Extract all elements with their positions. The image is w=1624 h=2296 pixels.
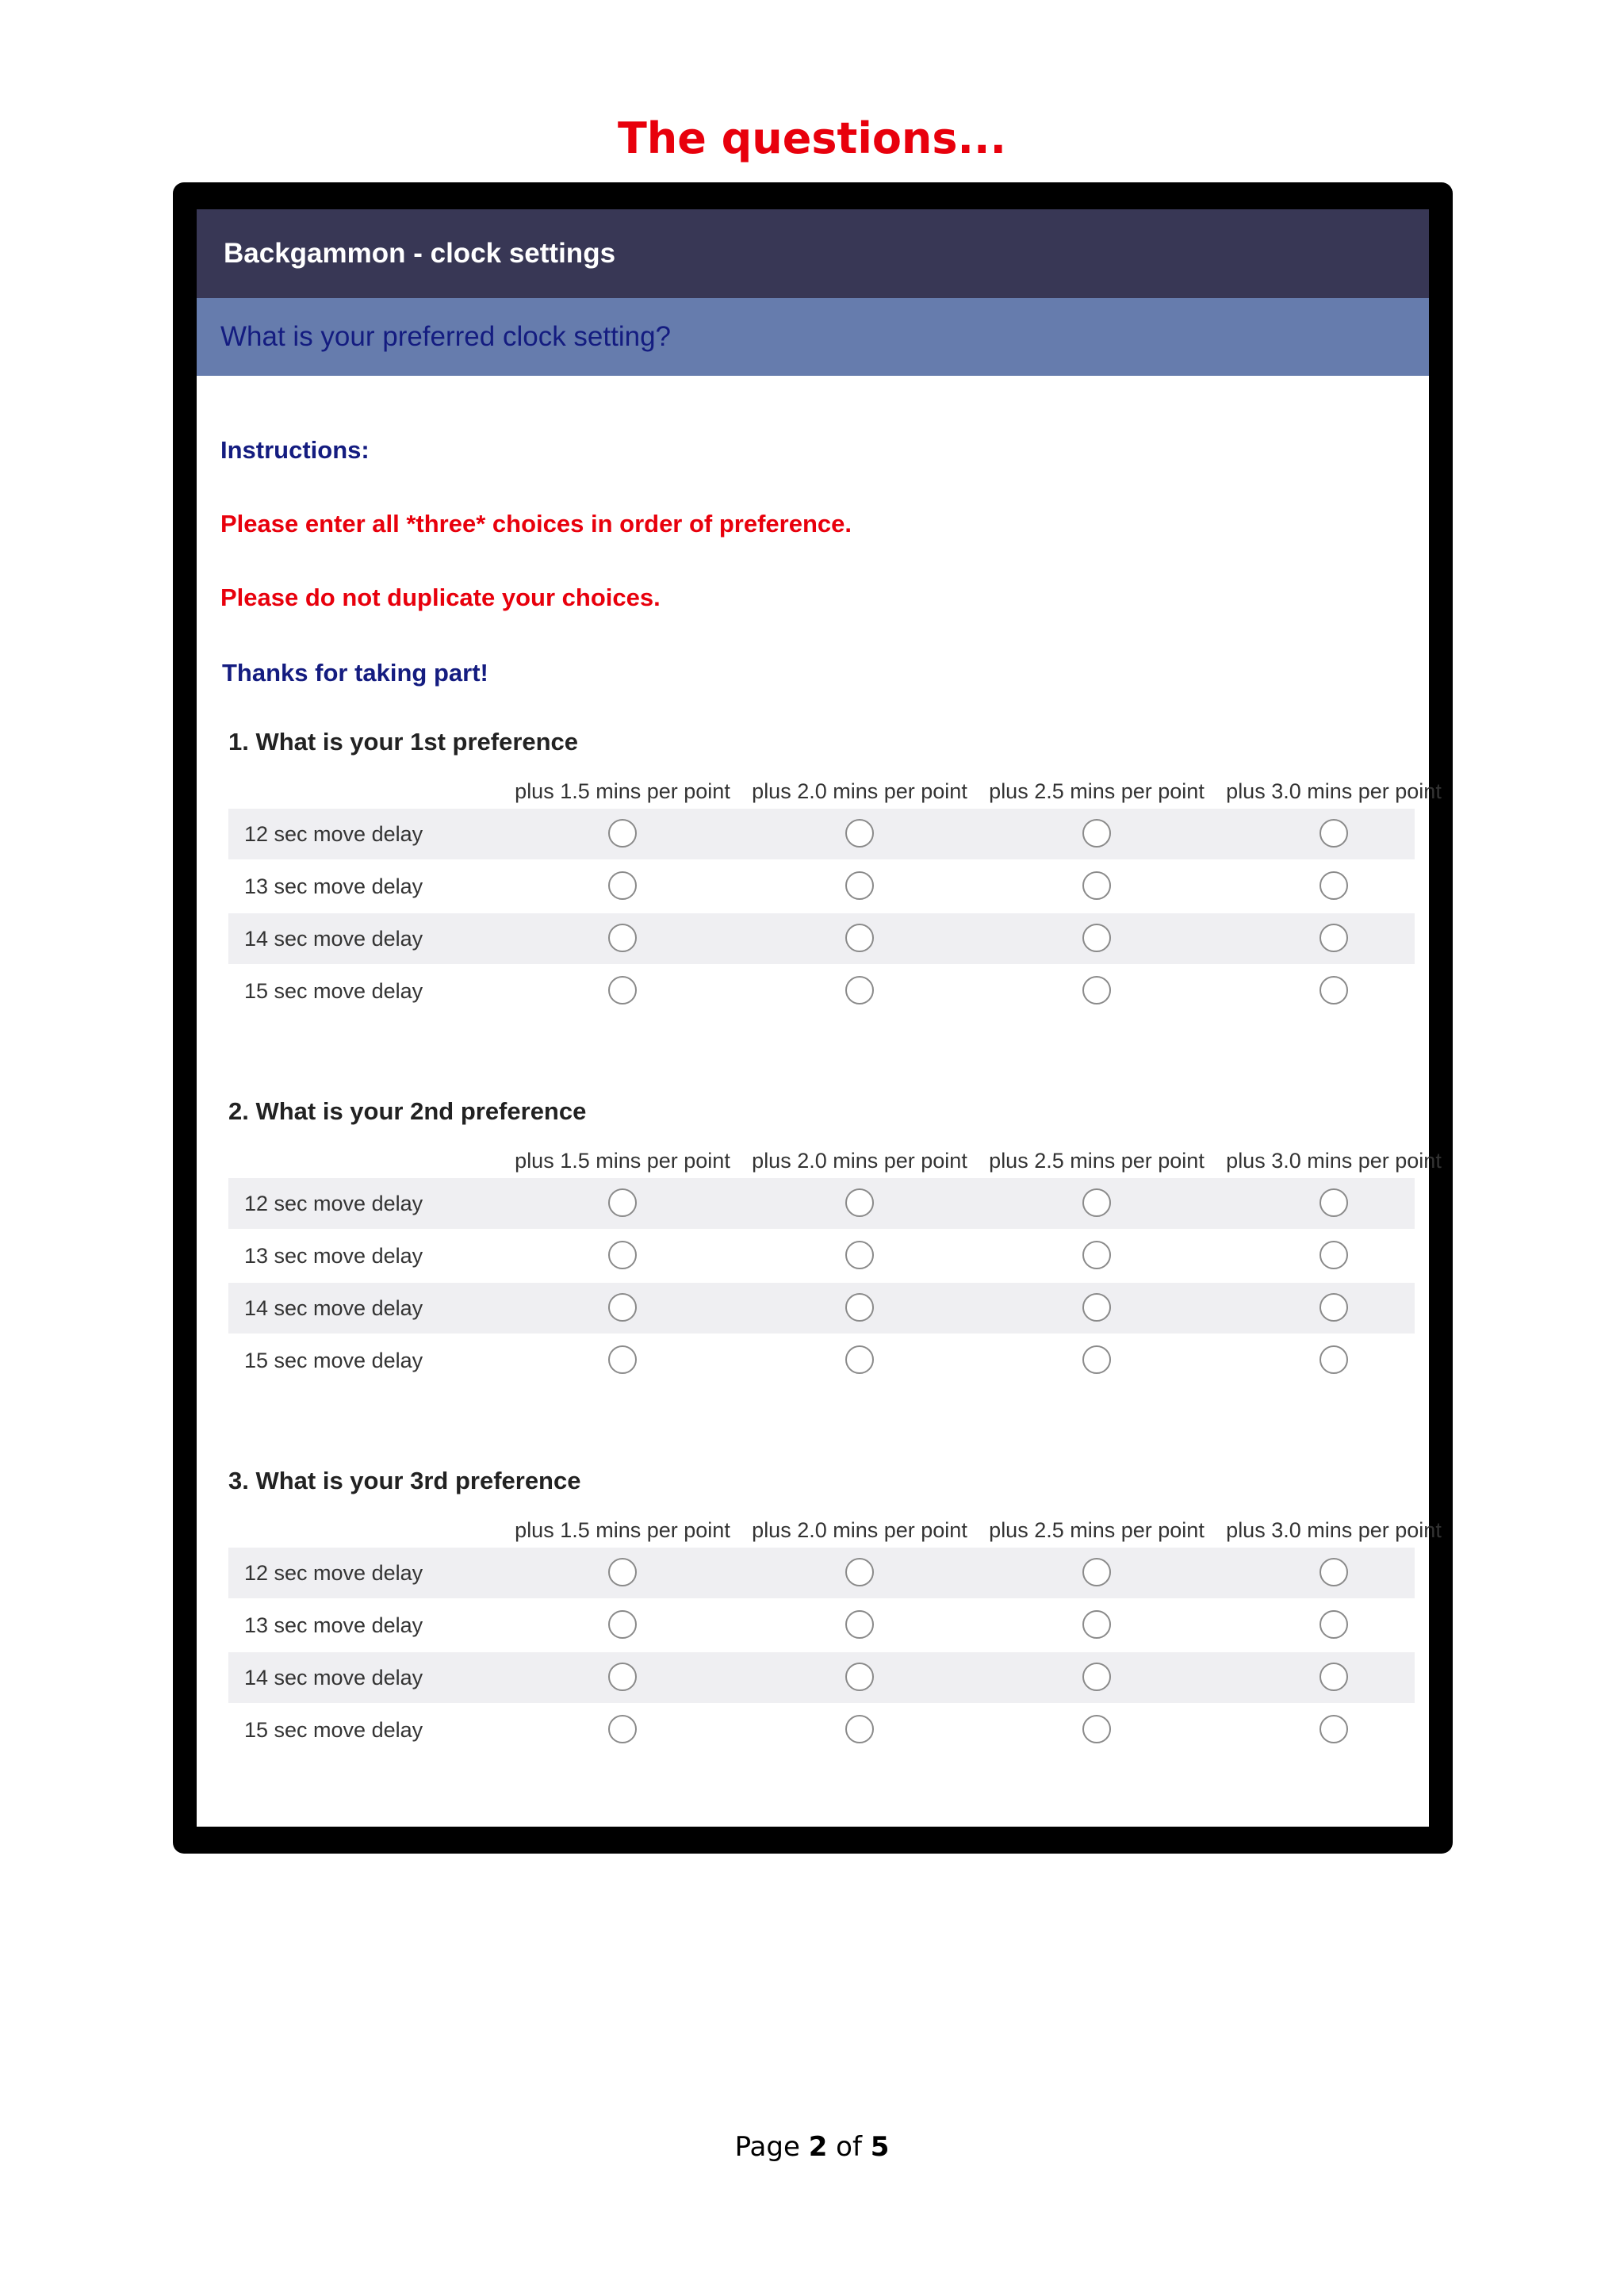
- table-row: [228, 913, 1415, 964]
- table-row: [228, 861, 1415, 912]
- radio-option[interactable]: [1320, 1610, 1348, 1639]
- radio-option[interactable]: [608, 1715, 637, 1743]
- question-banner: [197, 298, 1429, 376]
- radio-option[interactable]: [1320, 976, 1348, 1004]
- radio-option[interactable]: [1082, 819, 1111, 848]
- column-header: plus 3.0 mins per point: [1226, 1518, 1442, 1542]
- radio-option[interactable]: [1320, 1715, 1348, 1743]
- radio-option[interactable]: [1320, 1241, 1348, 1269]
- footer-current-page: 2: [808, 2131, 828, 2163]
- preference-matrix-2: [228, 1096, 1442, 1389]
- radio-option[interactable]: [1082, 871, 1111, 900]
- radio-option[interactable]: [1082, 1241, 1111, 1269]
- radio-option[interactable]: [845, 1610, 874, 1639]
- radio-option[interactable]: [845, 819, 874, 848]
- radio-option[interactable]: [1320, 924, 1348, 952]
- radio-option[interactable]: [1082, 924, 1111, 952]
- radio-option[interactable]: [1082, 1345, 1111, 1374]
- radio-option[interactable]: [608, 819, 637, 848]
- page-footer: [0, 2130, 1624, 2164]
- column-header: plus 2.5 mins per point: [989, 1149, 1205, 1173]
- column-header: plus 1.5 mins per point: [515, 779, 730, 803]
- row-label: 15 sec move delay: [244, 1349, 423, 1372]
- column-header: plus 1.5 mins per point: [515, 1149, 730, 1173]
- radio-option[interactable]: [845, 976, 874, 1004]
- row-label: 12 sec move delay: [244, 822, 423, 846]
- radio-option[interactable]: [1320, 1558, 1348, 1586]
- instruction-three-choices: Please enter all *three* choices in order of preference.: [220, 510, 852, 538]
- radio-option[interactable]: [1082, 1293, 1111, 1322]
- radio-option[interactable]: [1320, 1293, 1348, 1322]
- radio-option[interactable]: [608, 1188, 637, 1217]
- radio-option[interactable]: [845, 1558, 874, 1586]
- radio-option[interactable]: [1320, 1663, 1348, 1691]
- radio-option[interactable]: [845, 1715, 874, 1743]
- radio-option[interactable]: [1320, 1345, 1348, 1374]
- radio-option[interactable]: [845, 1293, 874, 1322]
- column-header: plus 3.0 mins per point: [1226, 1149, 1442, 1173]
- radio-option[interactable]: [608, 976, 637, 1004]
- radio-option[interactable]: [608, 1241, 637, 1269]
- instructions-label: Instructions:: [220, 436, 370, 464]
- radio-option[interactable]: [1320, 871, 1348, 900]
- radio-option[interactable]: [845, 1345, 874, 1374]
- row-label: 12 sec move delay: [244, 1192, 423, 1215]
- radio-option[interactable]: [1082, 1610, 1111, 1639]
- table-row: [228, 1230, 1415, 1281]
- radio-option[interactable]: [608, 1663, 637, 1691]
- instruction-no-duplicates: Please do not duplicate your choices.: [220, 584, 661, 611]
- table-row: [228, 1652, 1415, 1703]
- radio-option[interactable]: [1082, 1188, 1111, 1217]
- row-label: 14 sec move delay: [244, 1296, 423, 1320]
- column-header: plus 2.5 mins per point: [989, 779, 1205, 803]
- column-header: plus 2.0 mins per point: [752, 1149, 967, 1173]
- radio-option[interactable]: [608, 1610, 637, 1639]
- row-label: 14 sec move delay: [244, 927, 423, 951]
- column-header: plus 2.0 mins per point: [752, 1518, 967, 1542]
- radio-option[interactable]: [1082, 976, 1111, 1004]
- row-label: 12 sec move delay: [244, 1561, 423, 1585]
- radio-option[interactable]: [608, 1293, 637, 1322]
- preference-matrix-3: [228, 1465, 1442, 1758]
- row-label: 15 sec move delay: [244, 1718, 423, 1742]
- footer-page-word: Page: [734, 2131, 800, 2163]
- row-label: 13 sec move delay: [244, 874, 423, 898]
- radio-option[interactable]: [845, 1241, 874, 1269]
- row-label: 13 sec move delay: [244, 1244, 423, 1268]
- radio-option[interactable]: [1082, 1663, 1111, 1691]
- radio-option[interactable]: [1082, 1558, 1111, 1586]
- radio-option[interactable]: [1320, 1188, 1348, 1217]
- survey-panel: [197, 209, 1442, 1827]
- row-label: 13 sec move delay: [244, 1613, 423, 1637]
- radio-option[interactable]: [608, 871, 637, 900]
- question-title: What is your preferred clock setting?: [220, 321, 672, 352]
- matrix-title: 3. What is your 3rd preference: [228, 1467, 581, 1494]
- preference-matrix-1: [228, 726, 1442, 1020]
- table-row: [228, 1600, 1415, 1651]
- table-row: [228, 1705, 1415, 1755]
- footer-total-pages: 5: [870, 2131, 890, 2163]
- column-header: plus 1.5 mins per point: [515, 1518, 730, 1542]
- matrix-title: 2. What is your 2nd preference: [228, 1097, 587, 1125]
- radio-option[interactable]: [845, 1188, 874, 1217]
- column-header: plus 2.0 mins per point: [752, 779, 967, 803]
- table-row: [228, 1283, 1415, 1334]
- radio-option[interactable]: [845, 924, 874, 952]
- radio-option[interactable]: [1082, 1715, 1111, 1743]
- survey-title: Backgammon - clock settings: [224, 238, 616, 269]
- column-header: plus 3.0 mins per point: [1226, 779, 1442, 803]
- radio-option[interactable]: [608, 924, 637, 952]
- thanks-text: Thanks for taking part!: [222, 659, 488, 687]
- survey-header: [197, 209, 1429, 298]
- radio-option[interactable]: [1320, 819, 1348, 848]
- table-row: [228, 1548, 1415, 1598]
- row-label: 15 sec move delay: [244, 979, 423, 1003]
- table-row: [228, 1335, 1415, 1386]
- survey-frame: [173, 182, 1453, 1854]
- radio-option[interactable]: [845, 871, 874, 900]
- row-label: 14 sec move delay: [244, 1666, 423, 1689]
- radio-option[interactable]: [608, 1345, 637, 1374]
- footer-of-word: of: [836, 2131, 862, 2163]
- radio-option[interactable]: [845, 1663, 874, 1691]
- radio-option[interactable]: [608, 1558, 637, 1586]
- table-row: [228, 1178, 1415, 1229]
- page-heading: The questions...: [617, 113, 1007, 163]
- table-row: [228, 966, 1415, 1016]
- matrix-title: 1. What is your 1st preference: [228, 728, 579, 756]
- table-row: [228, 809, 1415, 859]
- column-header: plus 2.5 mins per point: [989, 1518, 1205, 1542]
